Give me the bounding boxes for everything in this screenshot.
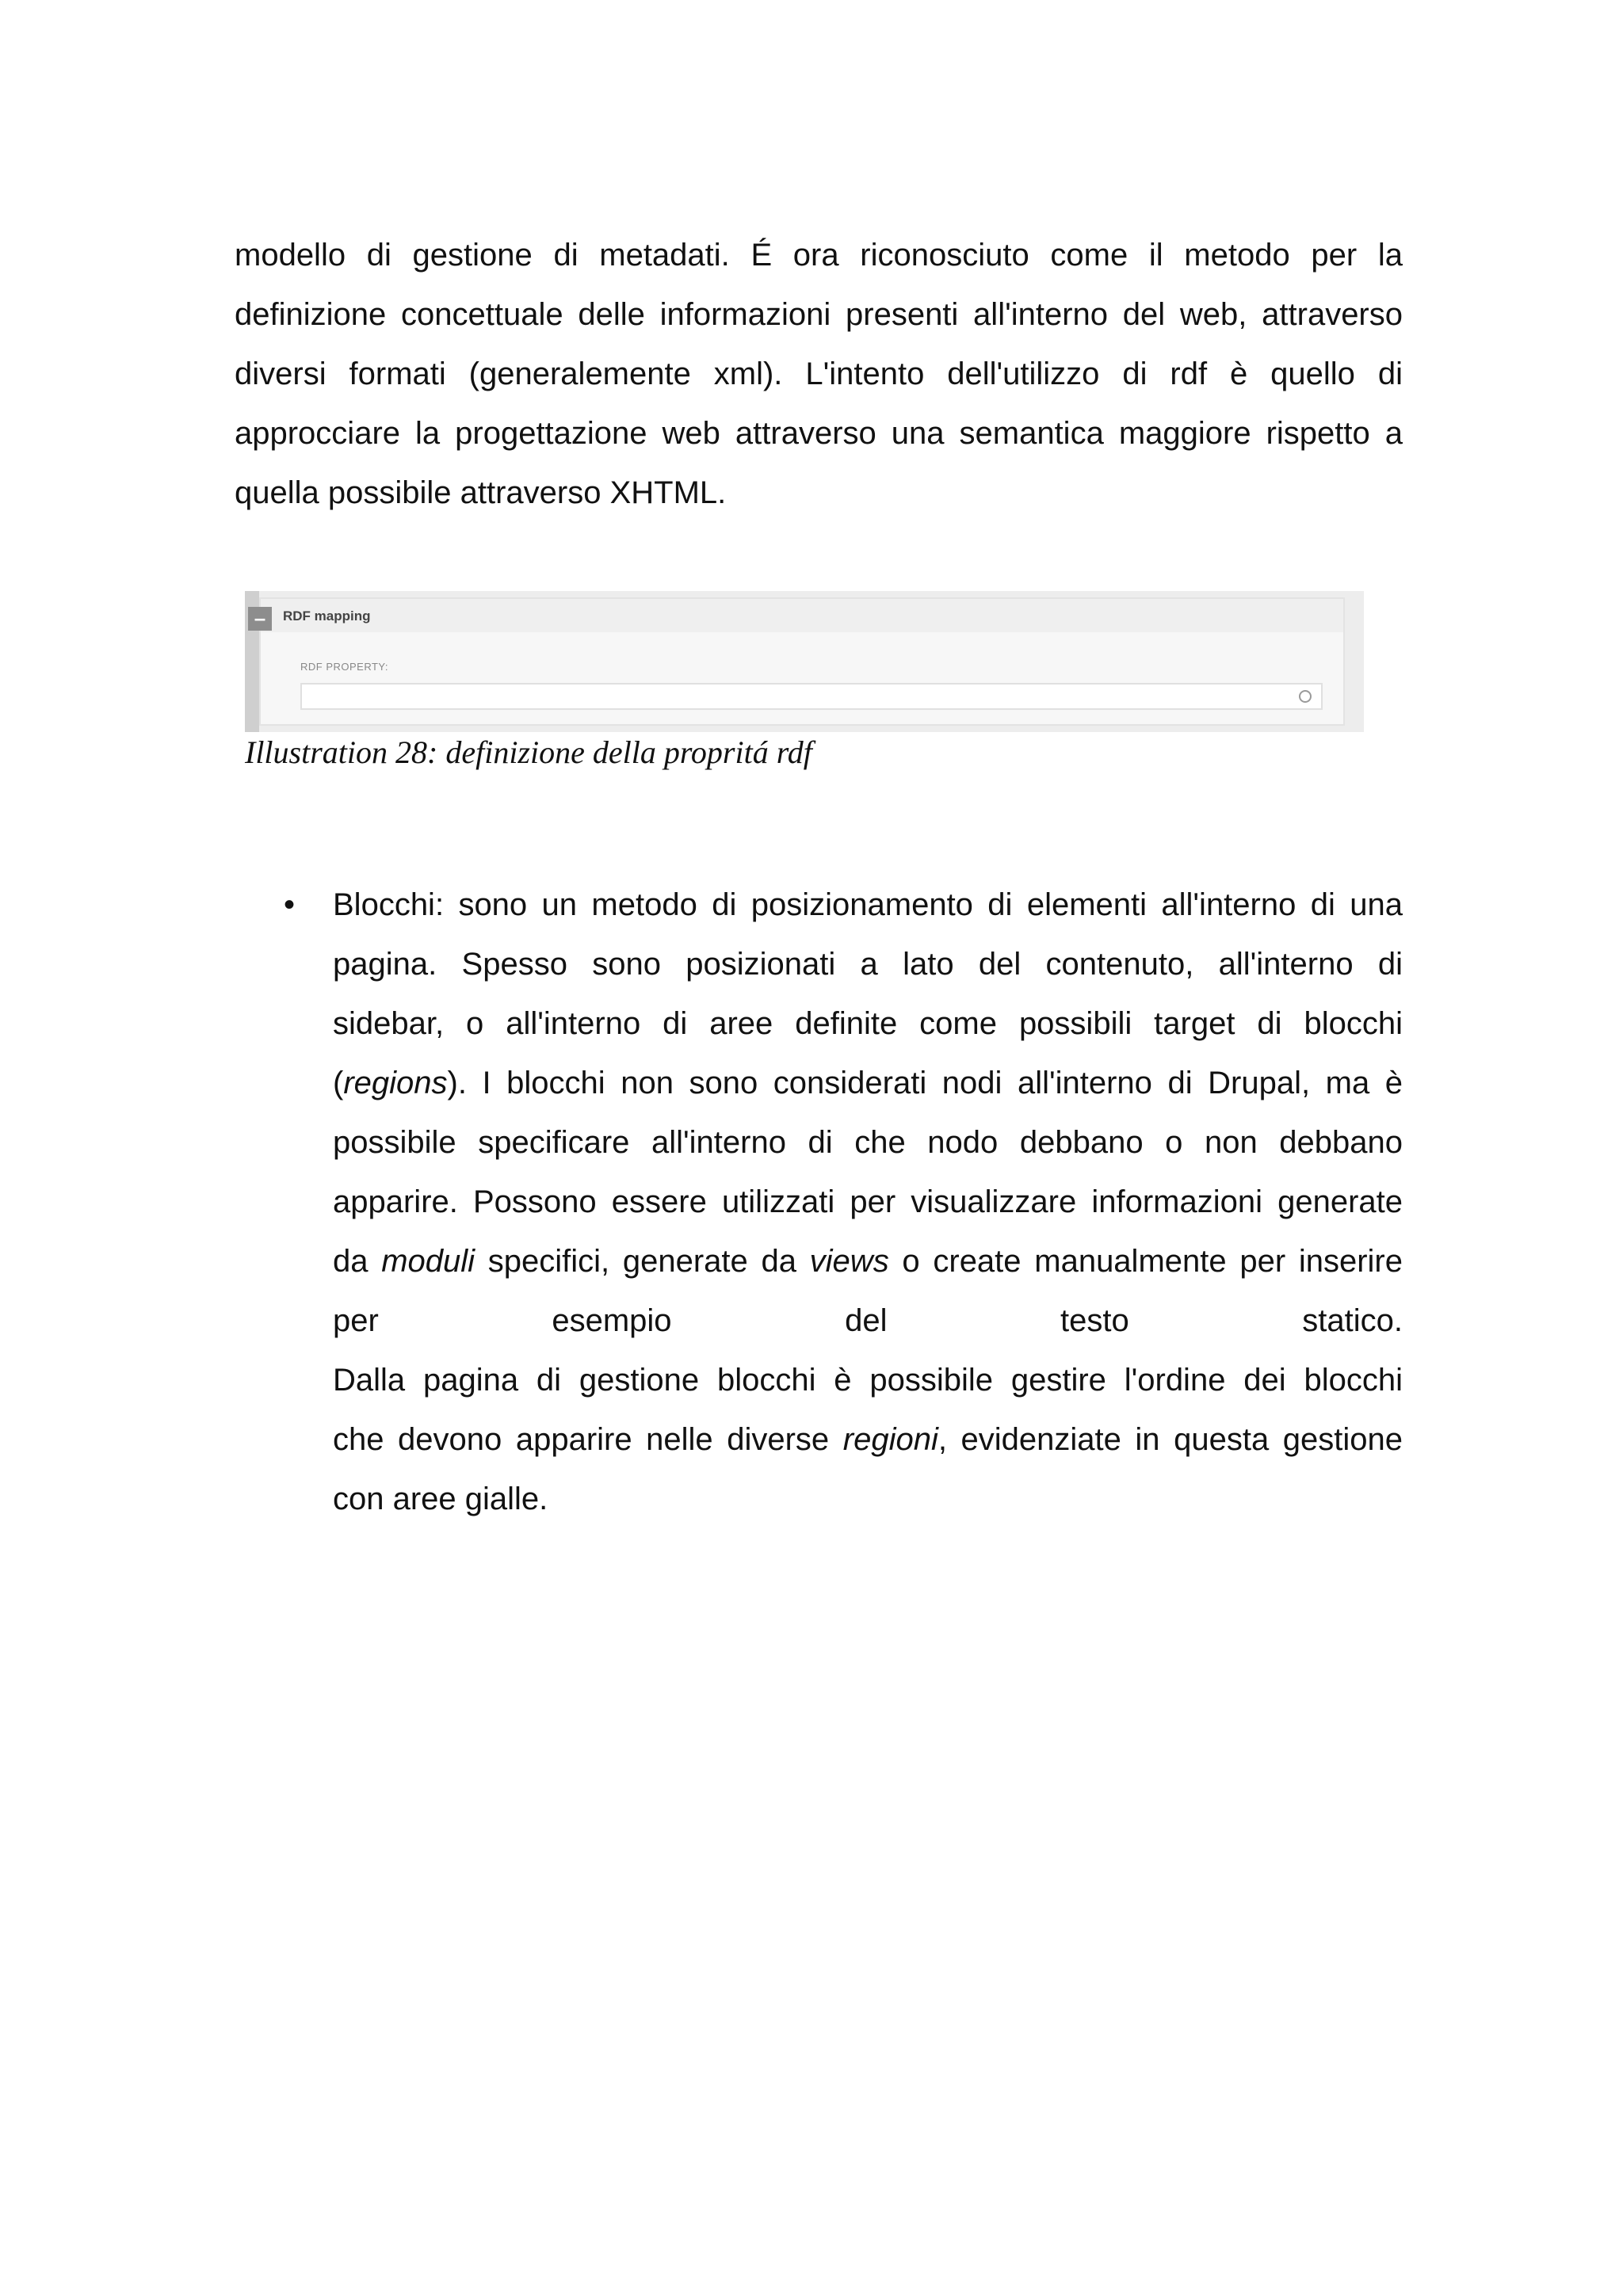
emphasis-moduli: moduli bbox=[381, 1244, 475, 1279]
text-run: , evidenziate in questa gestione bbox=[938, 1422, 1403, 1457]
bullet-line: per esempio del testo statico. bbox=[333, 1303, 1403, 1338]
rdf-mapping-fieldset bbox=[254, 597, 1345, 726]
intro-line: definizione concettuale delle informazioni presenti all'interno del web, attraverso bbox=[235, 297, 1403, 332]
intro-paragraph bbox=[235, 226, 1403, 523]
collapse-minus-icon[interactable]: – bbox=[248, 607, 272, 631]
text-run: specifici, generate da bbox=[475, 1244, 810, 1279]
emphasis-regioni: regioni bbox=[842, 1422, 938, 1457]
fieldset-header bbox=[254, 599, 1343, 632]
bullet-line: apparire. Possono essere utilizzati per visualizzare informazioni generate bbox=[333, 1184, 1403, 1219]
intro-line: diversi formati (generalemente xml). L'intento dell'utilizzo di rdf è quello di bbox=[235, 357, 1403, 391]
bullet-line: con aree gialle. bbox=[333, 1482, 548, 1516]
bullet-icon: • bbox=[284, 887, 296, 922]
intro-line: approcciare la progettazione web attraverso una semantica maggiore rispetto a bbox=[235, 416, 1403, 451]
rdf-property-label: RDF PROPERTY: bbox=[300, 661, 389, 673]
figure-caption: Illustration 28: definizione della propritá rdf bbox=[245, 734, 812, 770]
text-run: o create manualmente per inserire bbox=[888, 1244, 1403, 1279]
bullet-line: Blocchi: sono un metodo di posizionamento di elementi all'interno di una bbox=[333, 887, 1403, 922]
rdf-property-input[interactable] bbox=[300, 683, 1323, 710]
rdf-mapping-screenshot bbox=[245, 591, 1364, 732]
bullet-line: sidebar, o all'interno di aree definite come possibili target di blocchi bbox=[333, 1006, 1403, 1041]
text-run: ). I blocchi non sono considerati nodi all'interno di Drupal, ma è bbox=[447, 1066, 1403, 1100]
text-run: ( bbox=[333, 1066, 344, 1100]
emphasis-views: views bbox=[809, 1244, 889, 1279]
bullet-line bbox=[333, 1410, 1403, 1470]
fieldset-title: RDF mapping bbox=[283, 608, 371, 624]
autocomplete-throbber-icon bbox=[1299, 690, 1312, 703]
bullet-line: pagina. Spesso sono posizionati a lato del contenuto, all'interno di bbox=[333, 947, 1403, 982]
bullet-line: possibile specificare all'interno di che nodo debbano o non debbano bbox=[333, 1125, 1403, 1160]
text-run: che devono apparire nelle diverse bbox=[333, 1422, 843, 1457]
bullet-line bbox=[333, 1232, 1403, 1291]
emphasis-regions: regions bbox=[343, 1066, 448, 1100]
text-run: da bbox=[333, 1244, 382, 1279]
bullet-paragraph bbox=[333, 875, 1403, 1529]
bullet-line bbox=[333, 1054, 1403, 1113]
bullet-line: Dalla pagina di gestione blocchi è possibile gestire l'ordine dei blocchi bbox=[333, 1363, 1403, 1398]
intro-line: modello di gestione di metadati. É ora riconosciuto come il metodo per la bbox=[235, 238, 1403, 273]
intro-line: quella possibile attraverso XHTML. bbox=[235, 475, 727, 510]
